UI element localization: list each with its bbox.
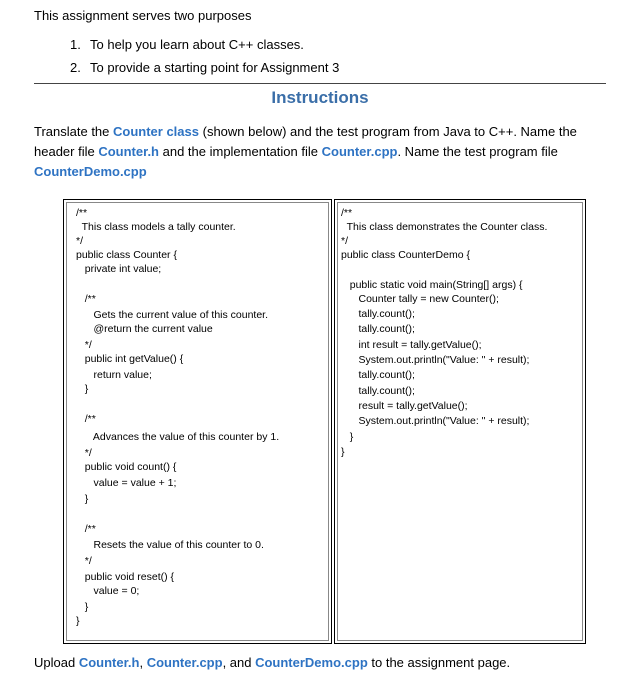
list-text: To help you learn about C++ classes. <box>90 37 304 52</box>
list-item <box>70 36 339 59</box>
list-number: 2. <box>70 60 81 75</box>
upload-text: , and <box>222 655 256 670</box>
code-line: } <box>341 446 345 458</box>
header-file-name: Counter.h <box>98 144 159 159</box>
upload-text: , <box>139 655 147 670</box>
code-line: Resets the value of this counter to 0. <box>76 539 264 551</box>
code-line: tally.count(); <box>341 323 415 335</box>
code-line: */ <box>341 235 349 247</box>
code-line: result = tally.getValue(); <box>341 400 468 412</box>
code-line: public int getValue() { <box>76 353 184 365</box>
code-line: Gets the current value of this counter. <box>76 309 269 321</box>
counter-class-code <box>63 199 332 644</box>
code-line: } <box>76 493 89 505</box>
list-number: 1. <box>70 37 81 52</box>
upload-text: Upload <box>34 655 79 670</box>
code-line: /** <box>76 523 96 535</box>
code-line: /** <box>76 293 96 305</box>
counter-demo-code <box>334 199 586 644</box>
intro-text: This assignment serves two purposes <box>34 8 252 23</box>
code-line: public void count() { <box>76 461 177 473</box>
code-line: public void reset() { <box>76 571 175 583</box>
purposes-list <box>70 36 339 82</box>
code-line: tally.count(); <box>341 308 415 320</box>
upload-file-counterdemo-cpp: CounterDemo.cpp <box>255 655 368 670</box>
para-text: and the implementation file <box>159 144 322 159</box>
upload-file-counter-cpp: Counter.cpp <box>146 655 223 670</box>
code-line: */ <box>76 447 92 459</box>
code-line: tally.count(); <box>341 369 415 381</box>
code-line: public class CounterDemo { <box>341 249 470 261</box>
code-line: /** <box>76 207 88 219</box>
code-line: value = value + 1; <box>76 477 177 489</box>
code-line: } <box>76 383 89 395</box>
upload-text: to the assignment page. <box>367 655 511 670</box>
code-line: return value; <box>76 369 152 381</box>
para-text: . Name the test program file <box>397 144 558 159</box>
code-line: public static void main(String[] args) { <box>341 279 523 291</box>
code-line: } <box>76 615 80 627</box>
divider <box>34 83 606 84</box>
code-line: value = 0; <box>76 585 140 597</box>
code-line: Advances the value of this counter by 1. <box>76 431 280 443</box>
upload-file-counter-h: Counter.h <box>78 655 140 670</box>
para-text: Translate the <box>34 124 114 139</box>
impl-file-name: Counter.cpp <box>321 144 398 159</box>
list-text: To provide a starting point for Assignment 3 <box>90 60 340 75</box>
code-line: System.out.println("Value: " + result); <box>341 354 530 366</box>
instructions-heading: Instructions <box>271 88 369 107</box>
code-line: This class models a tally counter. <box>76 221 236 233</box>
code-line: public class Counter { <box>76 249 177 261</box>
para-text: (shown below) and the test program from Java to C++. Name the header file <box>34 124 577 159</box>
upload-instruction <box>34 655 510 670</box>
test-file-name: CounterDemo.cpp <box>34 164 147 179</box>
code-line: */ <box>76 555 92 567</box>
code-line: tally.count(); <box>341 385 415 397</box>
code-line: /** <box>341 207 353 219</box>
instructions-paragraph <box>34 122 609 182</box>
code-line: Counter tally = new Counter(); <box>341 293 499 305</box>
code-line: private int value; <box>76 263 162 275</box>
code-line: } <box>76 601 89 613</box>
code-line: /** <box>76 413 96 425</box>
code-line: This class demonstrates the Counter class. <box>341 221 548 233</box>
code-line: System.out.println("Value: " + result); <box>341 415 530 427</box>
code-line: @return the current value <box>76 323 213 335</box>
list-item <box>70 59 339 82</box>
code-line: */ <box>76 339 92 351</box>
code-line: */ <box>76 235 84 247</box>
code-line: } <box>341 431 354 443</box>
counter-class-ref: Counter class <box>113 124 199 139</box>
code-line: int result = tally.getValue(); <box>341 339 482 351</box>
